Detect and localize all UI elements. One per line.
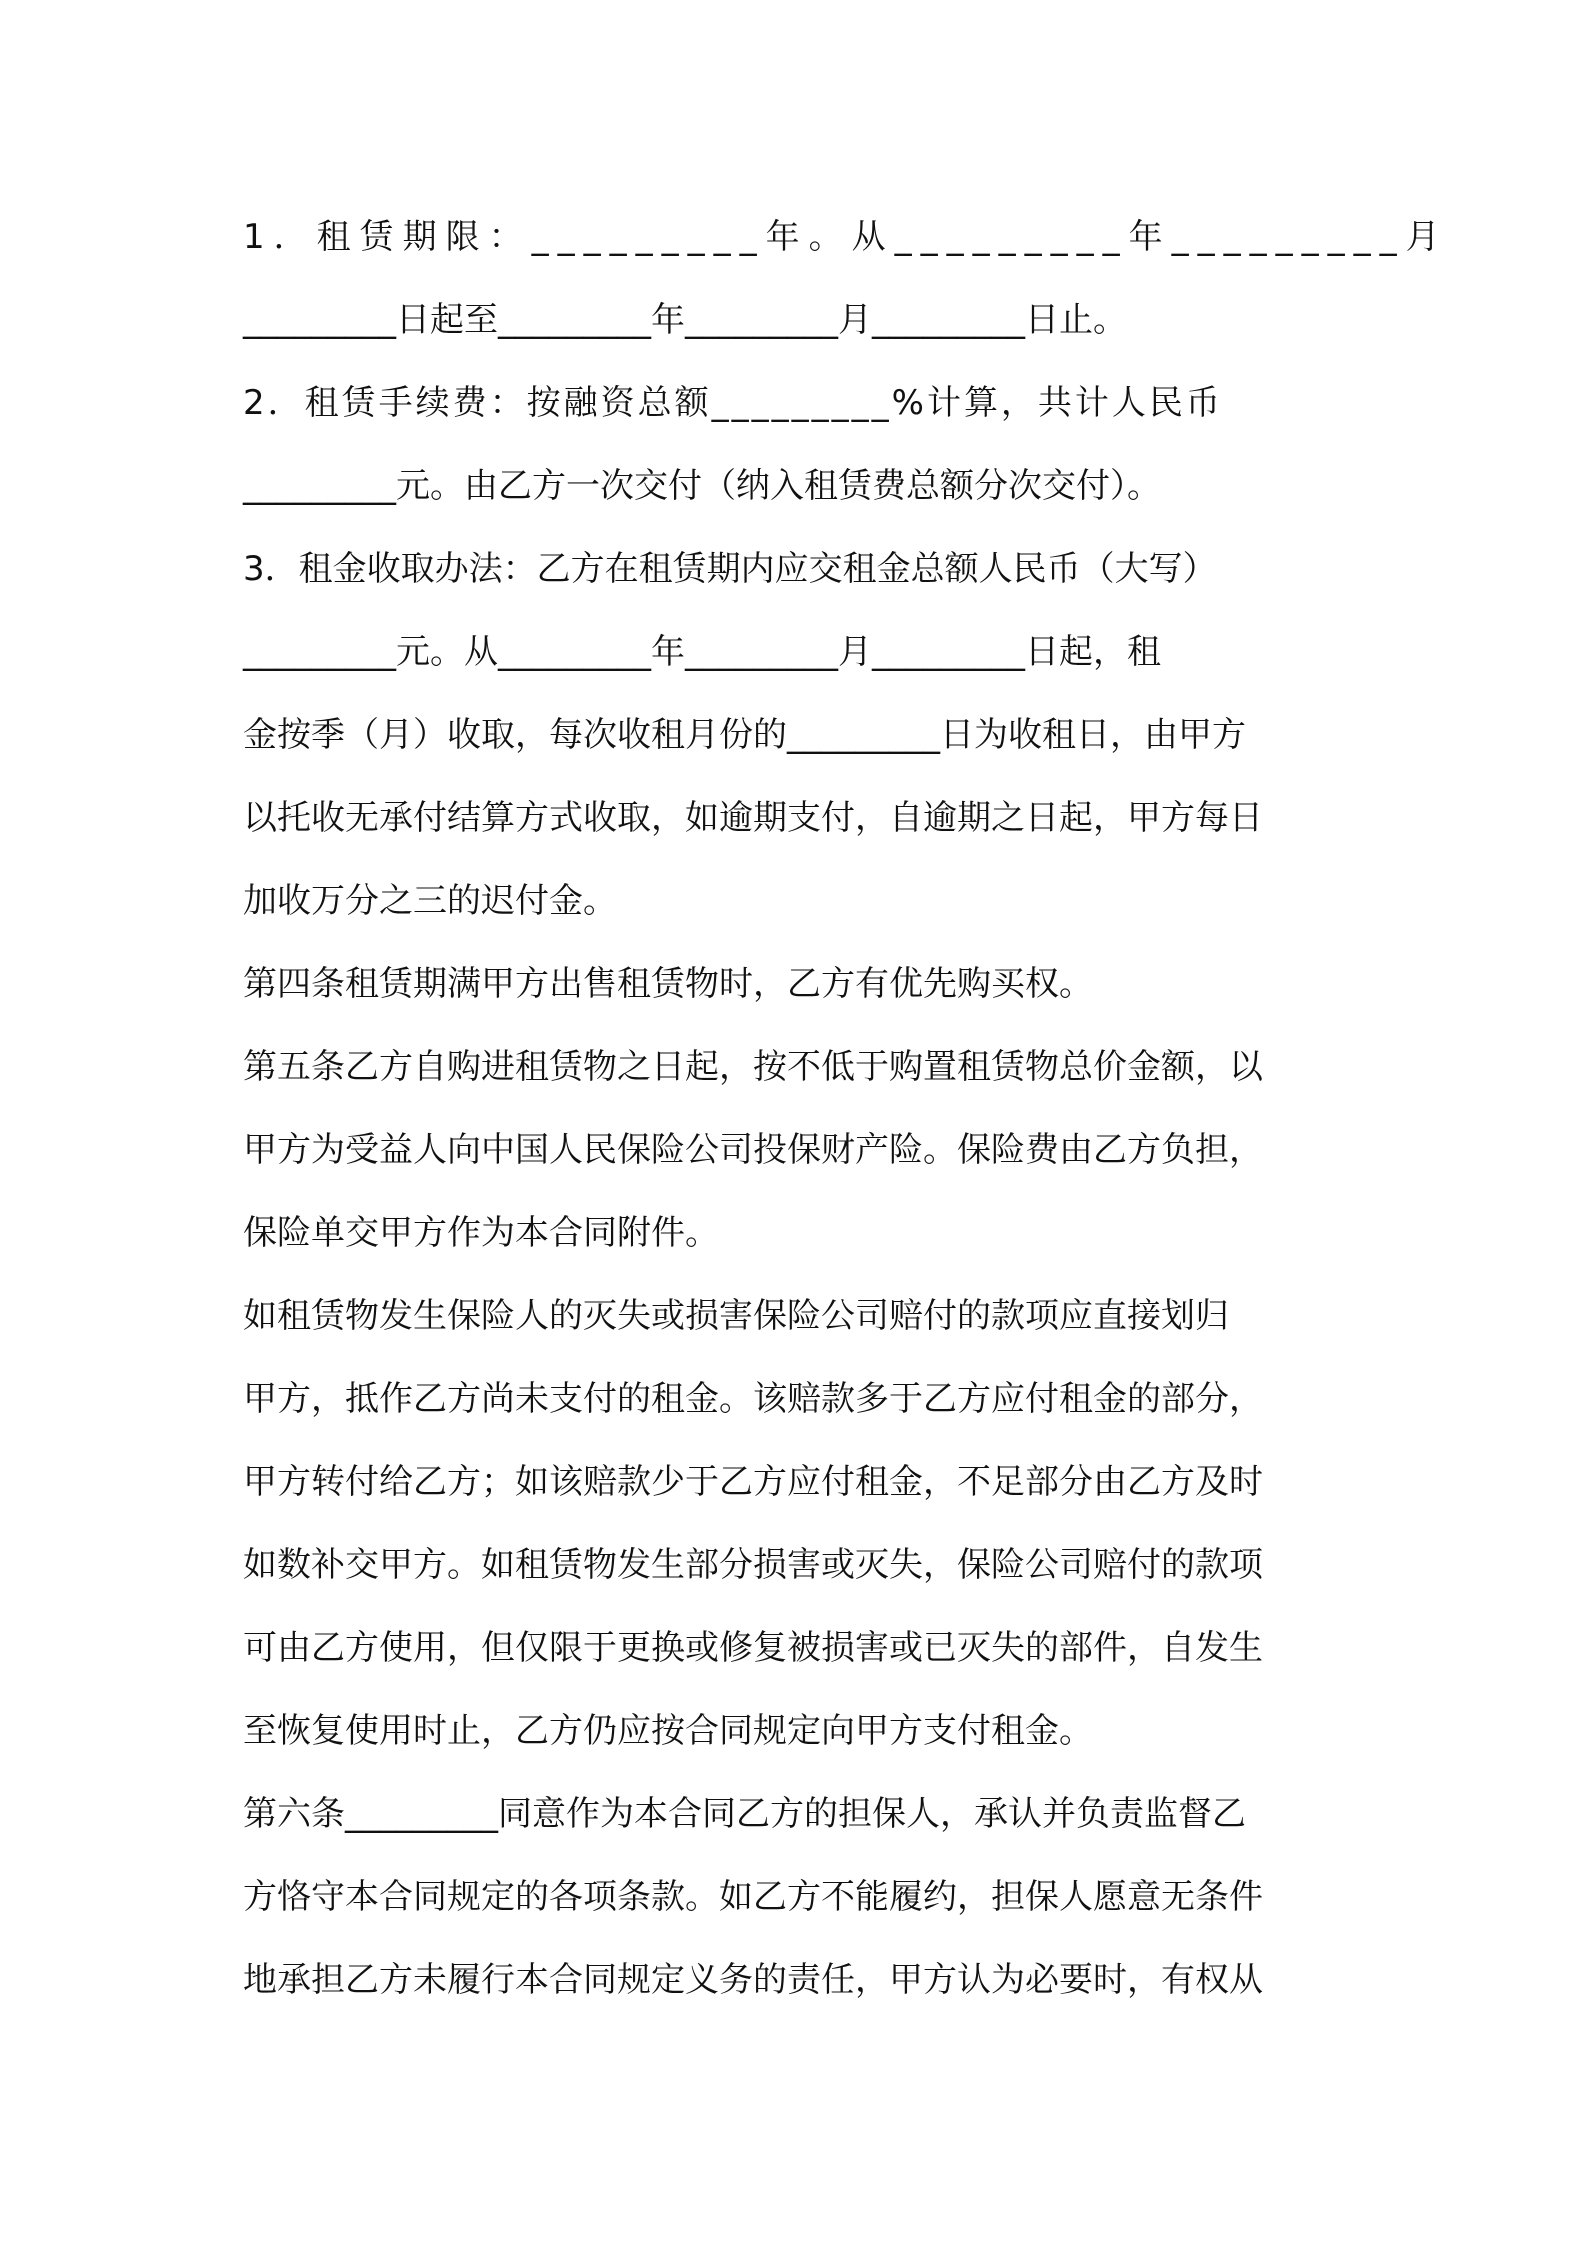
clause-rent-collection-line-5: 加收万分之三的迟付金。 [243, 881, 617, 921]
clause-lease-term-line-1: 1．租赁期限：_________年。从_________年_________月 [243, 217, 1449, 257]
contract-text [243, 196, 1449, 2022]
article-6-line-1: 第六条_________同意作为本合同乙方的担保人，承认并负责监督乙 [243, 1794, 1246, 1834]
clause-rent-collection-line-4: 以托收无承付结算方式收取，如逾期支付，自逾期之日起，甲方每日 [243, 798, 1263, 838]
insurance-paragraph-line-2: 甲方，抵作乙方尚未支付的租金。该赔款多于乙方应付租金的部分， [243, 1379, 1263, 1419]
clause-handling-fee-line-2: _________元。由乙方一次交付（纳入租赁费总额分次交付）。 [243, 466, 1161, 506]
insurance-paragraph-line-6: 至恢复使用时止，乙方仍应按合同规定向甲方支付租金。 [243, 1711, 1093, 1751]
article-5-line-2: 甲方为受益人向中国人民保险公司投保财产险。保险费由乙方负担， [243, 1130, 1263, 1170]
article-4-line-1: 第四条租赁期满甲方出售租赁物时，乙方有优先购买权。 [243, 964, 1093, 1004]
article-6-line-3: 地承担乙方未履行本合同规定义务的责任，甲方认为必要时，有权从 [243, 1960, 1263, 2000]
insurance-paragraph-line-5: 可由乙方使用，但仅限于更换或修复被损害或已灭失的部件，自发生 [243, 1628, 1263, 1668]
clause-handling-fee-line-1: 2．租赁手续费：按融资总额_________%计算，共计人民币 [243, 383, 1223, 423]
article-5-line-3: 保险单交甲方作为本合同附件。 [243, 1213, 719, 1253]
article-5-line-1: 第五条乙方自购进租赁物之日起，按不低于购置租赁物总价金额，以 [243, 1047, 1263, 1087]
insurance-paragraph-line-4: 如数补交甲方。如租赁物发生部分损害或灭失，保险公司赔付的款项 [243, 1545, 1263, 1585]
clause-rent-collection-line-1: 3．租金收取办法：乙方在租赁期内应交租金总额人民币（大写） [243, 549, 1217, 589]
clause-lease-term-line-2: _________日起至_________年_________月_________日止。 [243, 300, 1127, 340]
insurance-paragraph-line-3: 甲方转付给乙方；如该赔款少于乙方应付租金，不足部分由乙方及时 [243, 1462, 1263, 1502]
clause-rent-collection-line-3: 金按季（月）收取，每次收租月份的_________日为收租日，由甲方 [243, 715, 1246, 755]
clause-rent-collection-line-2: _________元。从_________年_________月_________日起，租 [243, 632, 1161, 672]
insurance-paragraph-line-1: 如租赁物发生保险人的灭失或损害保险公司赔付的款项应直接划归 [243, 1296, 1229, 1336]
article-6-line-2: 方恪守本合同规定的各项条款。如乙方不能履约，担保人愿意无条件 [243, 1877, 1263, 1917]
